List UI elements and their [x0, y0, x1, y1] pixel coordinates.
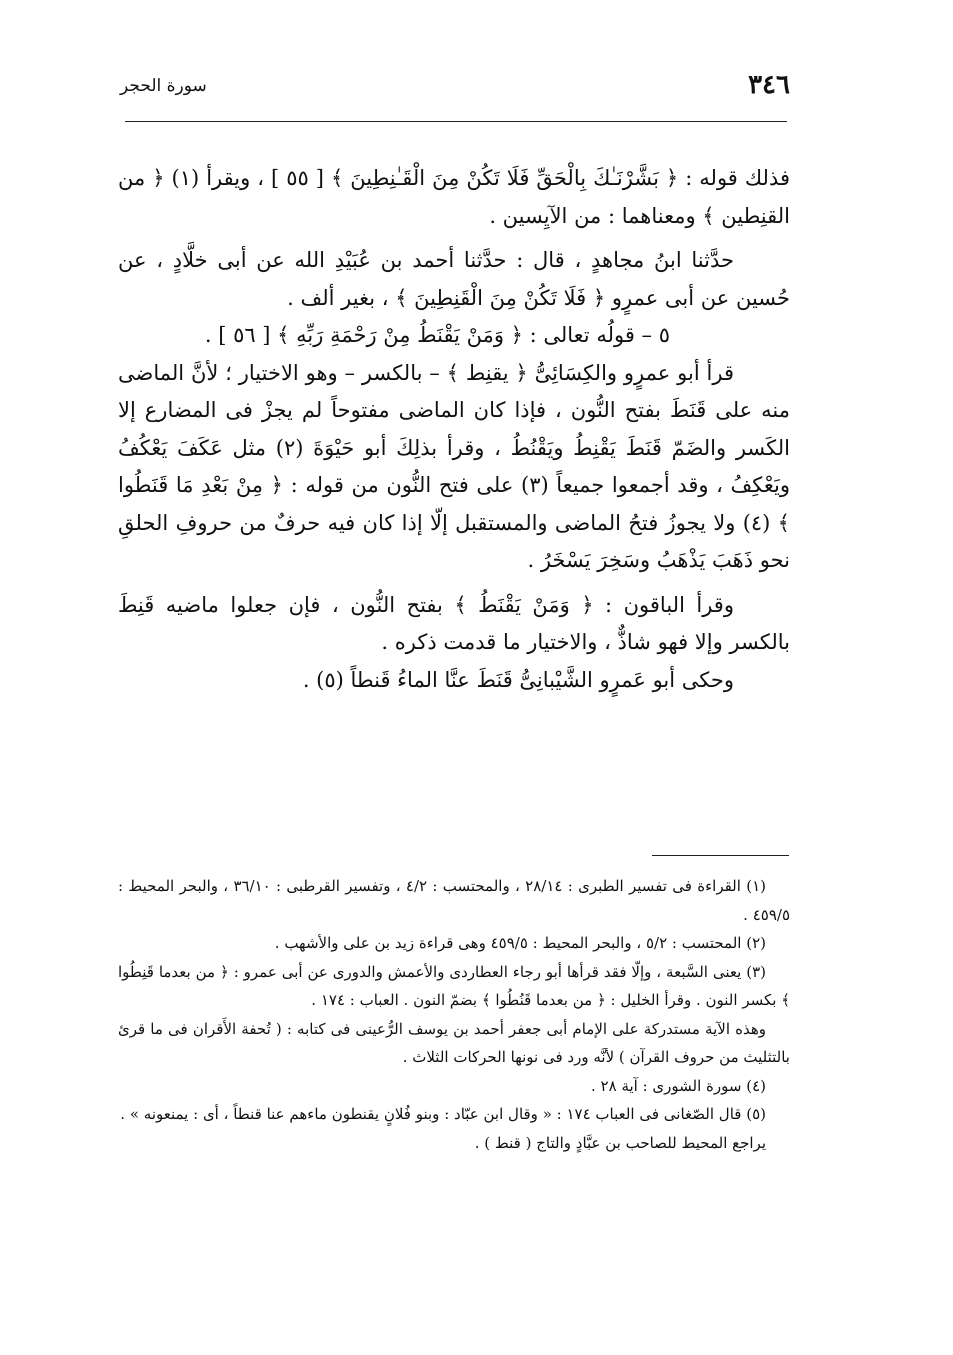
- paragraph-3-heading: ٥ – قولُه تعالى : ﴿ وَمَنْ يَقْنَطُ مِنْ رَحْمَةِ رَبِّهِ ﴾ [ ٥٦ ] .: [204, 323, 670, 347]
- paragraph-2: حدَّثنا ابنُ مجاهدٍ ، قال : حدَّثنا أحمد بن عُبَيْدِ الله عن أبى خلَّادٍ ، عن حُسين عن أبى عمرٍو ﴿ فَلَا تَكُنْ مِنَ الْقَنِطِينَ ﴾ ، بغير ألف .: [118, 248, 790, 310]
- paragraph-5: وقرأ الباقون : ﴿ وَمَنْ يَقْنَطُ ﴾ بفتح النُّون ، فإن جعلوا ماضيه قَنِطَ بالكسر وإلا فهو شاذٌّ ، والاختيار ما قدمت ذكره .: [118, 592, 790, 654]
- page-number: ٣٤٦: [748, 70, 790, 100]
- main-text: [118, 160, 790, 699]
- page-header: [120, 70, 790, 110]
- paragraph-4: قرأ أبو عمرٍو والكِسَائِىُّ ﴿ يقنِط ﴾ – بالكسر – وهو الاختيار ؛ لأنَّ الماضى منه على قَنَطَ بفتح النُّون ، فإذا كان الماضى مفتوحاً لم يجزْ فى المضارع إلا الكَسر والضَمّ قَنَطَ يَقْنِطُ ويَقْنُطُ ، وقرأ بذلِكَ أبو حَيْوَةَ (٢) مثل عَكَفَ يَعْكُفُ ويَعْكِفُ ، وقد أجمعوا جميعاً (٣) على فتح النُّون من قوله : ﴿ مِنْ بَعْدِ مَا قَنَطُوا ﴾ (٤) ولا يجوزُ فتحُ الماضى والمستقبل إلّا إذا كان فيه حرفٌ من حروفِ الحلقِ نحو ذَهَبَ يَذْهَبُ وسَخِرَ يَسْخَرُ .: [118, 360, 790, 572]
- footnotes: [118, 872, 790, 1157]
- footnote-5-continued: يراجع المحيط للصاحب بن عبَّادٍ والتاج ( قنط ) .: [474, 1133, 766, 1152]
- footnote-2: (٢) المحتسب : ٥/٢ ، والبحر المحيط : ٤٥٩/٥ وهى قراءة زيد بن على والأشهب .: [274, 934, 766, 952]
- footnote-divider: [652, 855, 789, 856]
- footnote-4: (٤) سورة الشورى : آية ٢٨ .: [591, 1076, 766, 1095]
- footnote-3-continued: وهذه الآية مستدركة على الإمام أبى جعفر أحمد بن يوسف الرُّعينى فى كتابه : ( تُحفة الأَقران فى ما قرئ بالتثليث من حروف القرآن ) لأنَّه ورد فى نونها الحركات الثلاث .: [118, 1019, 790, 1066]
- footnote-3: (٣) يعنى السَّبعة ، وإلّا فقد قرأها أبو رجاء العطاردى والأعمش والدورى عن أبى عمرو : ﴿ من بعدما قَنِطُوا ﴾ بكسر النون . وقرأ الخليل : ﴿ من بعدما قَنُطُوا ﴾ بضمّ النون . العباب : ١٧٤ .: [118, 962, 790, 1009]
- paragraph-1: فذلك قوله : ﴿ بَشَّرْنَـٰكَ بِالْحَقِّ فَلَا تَكُنْ مِنَ الْقَـٰنِطِينَ ﴾ [ ٥٥ ] ، ويقرأ (١) ﴿ من القنِطين ﴾ ومعناهما : من الآيِسين .: [118, 166, 790, 228]
- running-title: سورة الحجر: [120, 76, 207, 96]
- paragraph-6: وحكى أبو عَمرٍو الشَّيْبانِىُّ قَنَطَ عنَّا الماءُ قَنطاً (٥) .: [302, 667, 734, 692]
- footnote-1: (١) القراءة فى تفسير الطبرى : ٢٨/١٤ ، والمحتسب : ٤/٢ ، وتفسير القرطبى : ٣٦/١٠ ، والبحر المحيط : ٤٥٩/٥ .: [118, 877, 790, 924]
- footnote-5: (٥) قال الصّغانى فى العباب ١٧٤ : « وقال ابن عبّاد : وبنو فُلانٍ يقنطون ماءهم عنا قنطاً ، أى : يمنعونه » .: [120, 1105, 766, 1123]
- header-divider: [125, 121, 787, 122]
